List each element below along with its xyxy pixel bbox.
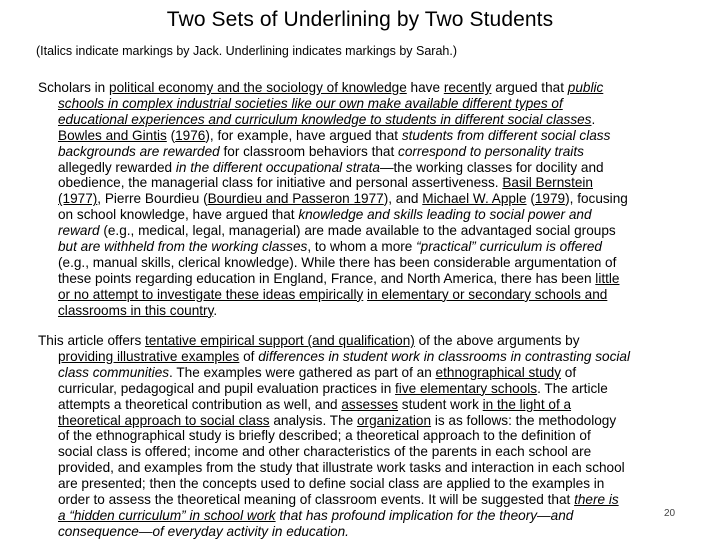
text-line — [58, 191, 666, 207]
paragraph-2 — [38, 333, 666, 540]
text-line — [58, 255, 666, 271]
text-line — [58, 207, 666, 223]
text-line — [58, 508, 666, 524]
plain-text: for classroom behaviors that — [219, 143, 399, 159]
plain-text: analysis. The — [269, 412, 357, 428]
underlined-text: political economy and the sociology of knowledge — [109, 80, 407, 95]
plain-text: . — [591, 111, 596, 127]
plain-text: ), and — [383, 191, 423, 207]
plain-text: order to assess the theoretical meaning of classroom events. It will be suggested that — [58, 492, 575, 508]
underlined-text: Basil Bernstein — [502, 175, 593, 191]
text-line — [58, 413, 666, 429]
text-line — [58, 460, 666, 476]
plain-text: ( — [526, 191, 535, 207]
plain-text: argued that — [491, 80, 568, 95]
text-line — [58, 239, 666, 255]
italic-text: class communities — [58, 364, 170, 380]
legend-note: (Italics indicate markings by Jack. Underlining indicates markings by Sarah.) — [36, 44, 458, 58]
underlined-italic-text: educational experiences and curriculum knowledge to students in different social classes — [58, 111, 592, 127]
underlined-italic-text: public — [567, 80, 604, 95]
italic-text: students from different social class — [401, 127, 611, 143]
plain-text: these points regarding education in England, France, and North America, there has been — [58, 270, 596, 286]
text-line — [58, 492, 666, 508]
paragraph-1 — [38, 80, 666, 319]
underlined-italic-text: a “hidden curriculum” in school work — [58, 507, 276, 523]
plain-text: is as follows: the methodology — [431, 412, 617, 428]
underlined-text: 1979 — [534, 191, 566, 207]
underlined-text: little — [595, 270, 620, 286]
italic-text: consequence—of everyday activity in education. — [58, 523, 349, 539]
text-line — [58, 303, 666, 319]
text-line — [58, 223, 666, 239]
italic-text: but are withheld from the working classes — [58, 239, 308, 255]
text-line — [58, 381, 666, 397]
plain-text: of the above arguments by — [414, 333, 580, 348]
underlined-text: theoretical approach to social class — [58, 412, 270, 428]
italic-text: reward — [58, 223, 100, 239]
plain-text: —the working classes for docility and — [379, 159, 604, 175]
plain-text: allegedly rewarded — [58, 159, 176, 175]
italic-text: differences in student work in classrooms in contrasting social — [258, 348, 630, 364]
text-line — [58, 160, 666, 176]
text-line — [38, 80, 666, 96]
plain-text: attempts a theoretical contribution as well, and — [58, 396, 342, 412]
underlined-text: providing illustrative examples — [58, 348, 240, 364]
text-line — [38, 333, 666, 349]
underlined-text: organization — [356, 412, 432, 428]
text-line — [58, 524, 666, 540]
underlined-text: ethnographical study — [435, 364, 561, 380]
plain-text: student work — [398, 396, 483, 412]
plain-text: . The article — [537, 380, 608, 396]
plain-text: provided, and examples from the study that illustrate work tasks and interaction in each school — [58, 460, 625, 476]
plain-text: ), focusing — [565, 191, 628, 207]
plain-text: obedience, the managerial class for initiative and personal assertiveness. — [58, 175, 503, 191]
plain-text: ), for example, have argued that — [205, 127, 402, 143]
slide-title: Two Sets of Underlining by Two Students — [166, 8, 554, 31]
underlined-italic-text: there is — [574, 492, 619, 508]
plain-text: ( — [166, 127, 176, 143]
underlined-text: Bowles and Gintis — [58, 127, 167, 143]
plain-text: social class is offered; income and other characteristics of the parents in each school are — [58, 444, 592, 460]
underlined-italic-text: schools in complex industrial societies like our own make available different types of — [58, 95, 563, 111]
underlined-text: in the light of a — [482, 396, 572, 412]
text-line — [58, 144, 666, 160]
underlined-text: in elementary or secondary schools and — [367, 286, 608, 302]
italic-text: in the different occupational strata — [175, 159, 380, 175]
plain-text: (e.g., manual skills, clerical knowledge). While there has been considerable argumentation of — [58, 254, 617, 270]
underlined-text: recently — [443, 80, 492, 95]
underlined-text: (1977) — [58, 191, 98, 207]
plain-text: This article offers — [38, 333, 146, 348]
plain-text: of — [561, 364, 577, 380]
plain-text: curricular, pedagogical and pupil evaluation practices in — [58, 380, 396, 396]
underlined-text: five elementary schools — [395, 380, 538, 396]
underlined-text: classrooms in this country — [58, 302, 214, 318]
text-line — [58, 476, 666, 492]
text-line — [58, 175, 666, 191]
plain-text: . — [213, 302, 218, 318]
underlined-text: Bourdieu and Passeron 1977 — [207, 191, 384, 207]
italic-text: correspond to personality traits — [398, 143, 584, 159]
plain-text: of — [239, 348, 259, 364]
text-line — [58, 271, 666, 287]
underlined-text: assesses — [341, 396, 399, 412]
page-number: 20 — [664, 508, 676, 519]
text-line — [58, 128, 666, 144]
plain-text: . The examples were gathered as part of an — [169, 364, 436, 380]
plain-text: , Pierre Bourdieu ( — [97, 191, 208, 207]
text-line — [58, 365, 666, 381]
plain-text: of the ethnographical study is briefly described; a theoretical approach to the definition of — [58, 428, 591, 444]
text-line — [58, 287, 666, 303]
underlined-text: 1976 — [175, 127, 206, 143]
plain-text: on school knowledge, have argued that — [58, 207, 299, 223]
plain-text: Scholars in — [38, 80, 110, 95]
text-line — [58, 96, 666, 112]
plain-text: , to whom a more — [307, 239, 417, 255]
plain-text: have — [406, 80, 444, 95]
italic-text: “practical” curriculum is offered — [416, 239, 602, 255]
text-line — [58, 112, 666, 128]
plain-text: are presented; then the concepts used to define social class are applied to the examples in — [58, 476, 605, 492]
plain-text: (e.g., medical, legal, managerial) are made available to the advantaged social groups — [99, 223, 616, 239]
text-line — [58, 428, 666, 444]
text-line — [58, 397, 666, 413]
underlined-text: or no attempt to investigate these ideas empirically — [58, 286, 364, 302]
underlined-text: tentative empirical support (and qualification) — [145, 333, 415, 348]
text-line — [58, 349, 666, 365]
italic-text: knowledge and skills leading to social power and — [298, 207, 592, 223]
italic-text: that has profound implication for the theory—and — [279, 507, 574, 523]
italic-text: backgrounds are rewarded — [58, 143, 220, 159]
underlined-text: Michael W. Apple — [422, 191, 527, 207]
text-line — [58, 444, 666, 460]
